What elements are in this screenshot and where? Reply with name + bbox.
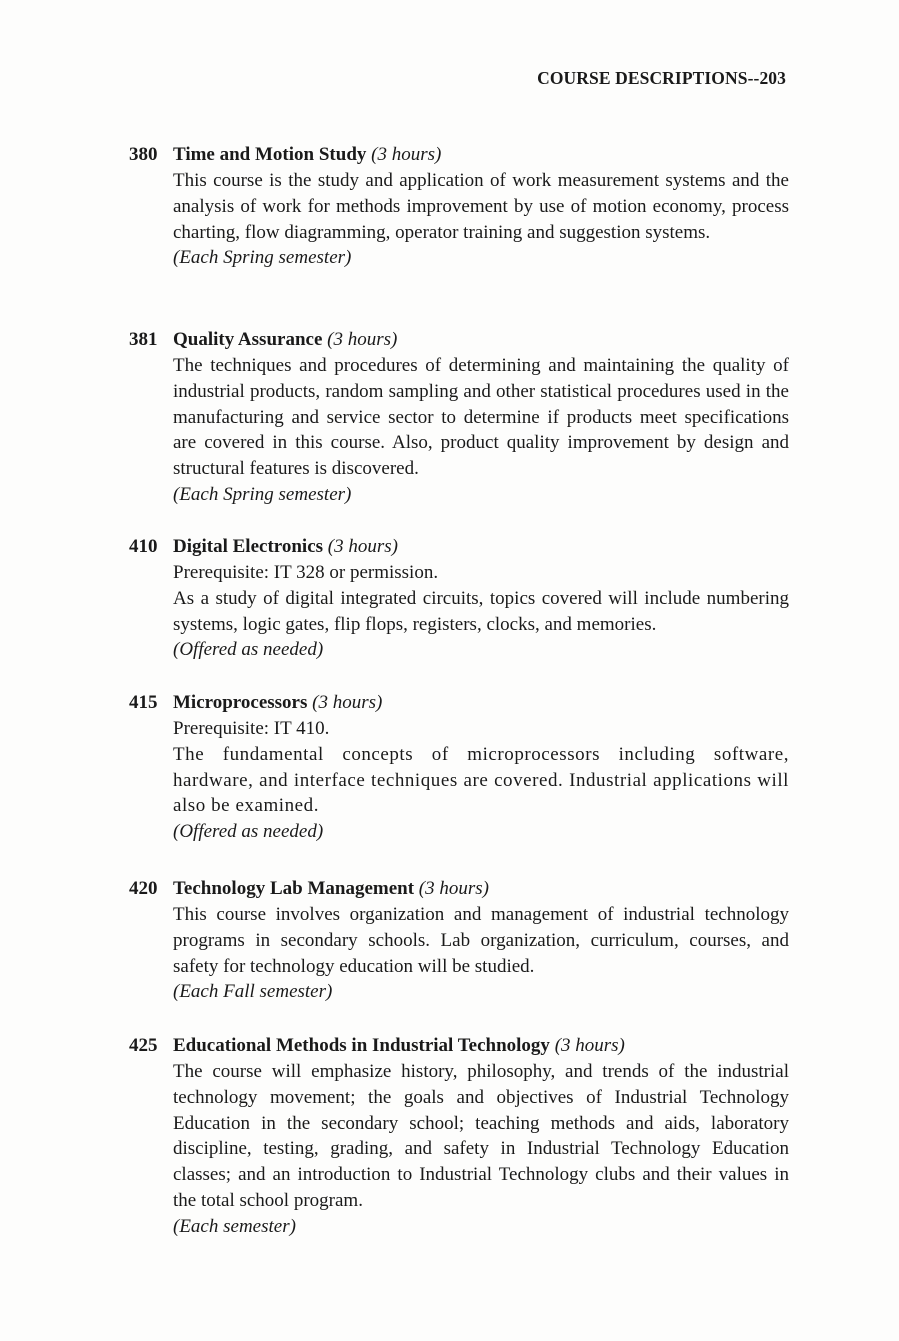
course-description: As a study of digital integrated circuits, topics covered will include numbering systems, logic gates, flip flops, registers, clocks, and memories.: [173, 587, 789, 635]
course-heading: [129, 142, 789, 168]
running-head: COURSE DESCRIPTIONS--203: [537, 68, 786, 88]
course-hours: (3 hours): [371, 144, 442, 165]
course-hours: (3 hours): [327, 329, 398, 350]
course-offered: (Each Spring semester): [173, 483, 352, 505]
course-title: Educational Methods in Industrial Technology: [173, 1035, 550, 1056]
course-number: 410: [129, 536, 158, 557]
course-description: The fundamental concepts of microprocessors including software, hardware, and interface techniques are covered. Industrial applications will also be examined.: [173, 743, 789, 817]
course-body: [173, 1059, 789, 1240]
course-title: Digital Electronics: [173, 536, 324, 557]
course-body: [173, 168, 789, 271]
course-entry-425: [129, 1033, 789, 1240]
course-hours: (3 hours): [418, 878, 489, 899]
course-number: 420: [129, 878, 158, 899]
course-title: Technology Lab Management: [173, 878, 415, 899]
course-entry-410: [129, 534, 789, 663]
course-entry-420: [129, 876, 789, 1005]
course-offered: (Offered as needed): [173, 821, 324, 843]
course-heading: [129, 1033, 789, 1059]
course-hours: (3 hours): [327, 536, 398, 557]
course-description: The course will emphasize history, philosophy, and trends of the industrial technology movement; the goals and objectives of Industrial Technology Education in the secondary school; teaching methods and aids, laboratory discipline, testing, grading, and safety in Industrial Technology Education classes; and an introduction to Industrial Technology clubs and their values in the total school program.: [173, 1061, 789, 1211]
course-heading: [129, 327, 789, 353]
course-offered: (Each Fall semester): [173, 981, 333, 1003]
course-heading: [129, 534, 789, 560]
course-offered: (Each Spring semester): [173, 247, 352, 269]
course-body: [173, 716, 789, 845]
course-entry-380: [129, 142, 789, 271]
course-title: Quality Assurance: [173, 329, 323, 350]
course-prerequisite: Prerequisite: IT 410.: [173, 718, 330, 739]
course-hours: (3 hours): [312, 692, 383, 713]
course-title: Microprocessors: [173, 692, 308, 713]
course-title: Time and Motion Study: [173, 144, 367, 165]
course-offered: (Each semester): [173, 1215, 296, 1237]
course-number: 381: [129, 329, 158, 350]
course-body: [173, 353, 789, 508]
course-body: [173, 560, 789, 663]
course-description: This course is the study and application of work measurement systems and the analysis of work for methods improvement by use of motion economy, process charting, flow diagramming, operator training and suggestion systems.: [173, 170, 789, 243]
course-number: 425: [129, 1035, 158, 1056]
course-number: 380: [129, 144, 158, 165]
course-number: 415: [129, 692, 158, 713]
course-description: This course involves organization and management of industrial technology programs in secondary schools. Lab organization, curriculum, courses, and safety for technology education will be studied.: [173, 904, 789, 977]
course-entry-415: [129, 690, 789, 845]
course-heading: [129, 876, 789, 902]
course-description: The techniques and procedures of determining and maintaining the quality of industrial products, random sampling and other statistical procedures used in the manufacturing and service sector to determine if products meet specifications are covered in this course. Also, product quality improvement by design and structural features is discovered.: [173, 355, 789, 480]
course-heading: [129, 690, 789, 716]
course-prerequisite: Prerequisite: IT 328 or permission.: [173, 562, 439, 583]
course-body: [173, 902, 789, 1005]
course-hours: (3 hours): [554, 1035, 625, 1056]
course-entry-381: [129, 327, 789, 508]
course-offered: (Offered as needed): [173, 639, 324, 661]
